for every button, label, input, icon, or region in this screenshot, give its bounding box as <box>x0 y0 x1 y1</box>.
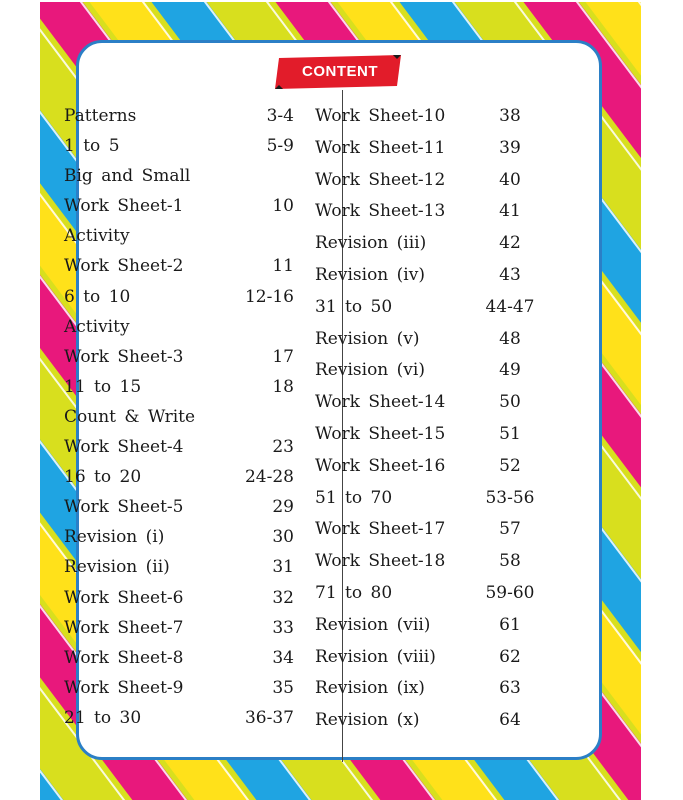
contents-row <box>64 132 294 162</box>
entry-page-number: 32 <box>272 587 294 608</box>
contents-row <box>64 584 294 614</box>
entry-page-number: 40 <box>499 169 521 190</box>
entry-title: Work Sheet-3 <box>64 346 184 367</box>
contents-row <box>315 484 540 516</box>
contents-row <box>64 644 294 674</box>
contents-row <box>315 293 540 325</box>
contents-row <box>315 134 540 166</box>
contents-row <box>315 579 540 611</box>
entry-title: 21 to 30 <box>64 707 142 728</box>
contents-row <box>315 515 540 547</box>
entry-page-number: 3-4 <box>266 106 294 126</box>
contents-row <box>64 704 294 734</box>
contents-row <box>64 403 294 433</box>
contents-row <box>64 674 294 704</box>
contents-row <box>315 166 540 198</box>
entry-title: Revision (v) <box>315 328 420 349</box>
entry-title: Revision (iv) <box>315 264 425 285</box>
entry-page-number: 43 <box>499 264 521 285</box>
entry-title: Revision (x) <box>315 710 420 731</box>
entry-page-number: 39 <box>499 137 521 158</box>
entry-page-number: 17 <box>272 346 294 367</box>
entry-title: Work Sheet-18 <box>315 551 446 572</box>
entry-title: Revision (iii) <box>315 233 427 254</box>
entry-title: Work Sheet-17 <box>315 519 446 540</box>
entry-title: Work Sheet-5 <box>64 497 184 518</box>
entry-page-number: 24-28 <box>244 467 294 488</box>
entry-title: Work Sheet-8 <box>64 647 184 668</box>
contents-row <box>64 283 294 313</box>
contents-row <box>315 643 540 675</box>
contents-row <box>64 373 294 403</box>
entry-title: Revision (vi) <box>315 360 425 381</box>
entry-page-number: 61 <box>499 614 521 635</box>
entry-page-number: 31 <box>272 557 294 578</box>
contents-left-column <box>64 102 294 734</box>
contents-row <box>315 197 540 229</box>
entry-title: Activity <box>64 226 130 247</box>
entry-title: Work Sheet-12 <box>315 169 446 190</box>
entry-page-number: 50 <box>499 392 521 413</box>
contents-row <box>64 162 294 192</box>
entry-title: Activity <box>64 316 130 337</box>
entry-page-number: 48 <box>499 328 521 349</box>
contents-row <box>64 102 294 132</box>
entry-title: Patterns <box>64 106 137 126</box>
contents-row <box>64 523 294 553</box>
entry-page-number: 5-9 <box>266 136 294 157</box>
entry-title: Work Sheet-10 <box>315 106 446 126</box>
contents-row <box>315 102 540 134</box>
entry-title: 71 to 80 <box>315 582 393 603</box>
entry-title: 31 to 50 <box>315 296 393 317</box>
entry-page-number: 53-56 <box>485 487 535 508</box>
entry-title: Work Sheet-7 <box>64 617 184 638</box>
entry-page-number: 49 <box>499 360 521 381</box>
entry-page-number: 30 <box>272 527 294 548</box>
contents-row <box>64 433 294 463</box>
contents-row <box>64 313 294 343</box>
entry-title: Work Sheet-14 <box>315 392 446 413</box>
contents-row <box>315 261 540 293</box>
entry-title: Revision (ix) <box>315 678 425 699</box>
entry-page-number: 36-37 <box>244 707 294 728</box>
contents-row <box>315 611 540 643</box>
entry-page-number: 52 <box>499 455 521 476</box>
contents-row <box>64 252 294 282</box>
entry-page-number: 59-60 <box>485 582 535 603</box>
entry-page-number: 12-16 <box>244 286 294 307</box>
contents-row <box>315 452 540 484</box>
entry-title: Revision (viii) <box>315 646 436 667</box>
entry-title: Big and Small <box>64 166 191 187</box>
entry-page-number: 51 <box>499 423 521 444</box>
entry-title: Revision (ii) <box>64 557 170 578</box>
entry-page-number: 33 <box>272 617 294 638</box>
contents-right-column <box>315 102 540 738</box>
contents-row <box>64 614 294 644</box>
entry-page-number: 11 <box>272 256 294 277</box>
entry-title: 11 to 15 <box>64 376 142 397</box>
entry-title: Count & Write <box>64 406 196 427</box>
entry-page-number: 10 <box>272 196 294 217</box>
contents-row <box>315 325 540 357</box>
contents-row <box>315 229 540 261</box>
entry-page-number: 23 <box>272 437 294 458</box>
entry-page-number: 35 <box>272 677 294 698</box>
entry-title: Work Sheet-16 <box>315 455 446 476</box>
entry-title: 16 to 20 <box>64 467 142 488</box>
contents-row <box>315 356 540 388</box>
entry-page-number: 42 <box>499 233 521 254</box>
entry-title: Work Sheet-9 <box>64 677 184 698</box>
title-banner <box>275 55 405 89</box>
entry-page-number: 64 <box>499 710 521 731</box>
entry-page-number: 44-47 <box>485 296 535 317</box>
entry-title: Work Sheet-11 <box>315 137 446 158</box>
contents-row <box>64 222 294 252</box>
entry-page-number: 34 <box>272 647 294 668</box>
entry-page-number: 38 <box>499 106 521 126</box>
entry-page-number: 18 <box>272 376 294 397</box>
entry-title: Work Sheet-15 <box>315 423 446 444</box>
contents-row <box>64 343 294 373</box>
entry-title: 6 to 10 <box>64 286 131 307</box>
contents-row <box>64 493 294 523</box>
contents-row <box>315 547 540 579</box>
entry-title: 51 to 70 <box>315 487 393 508</box>
entry-title: Work Sheet-13 <box>315 201 446 222</box>
contents-row <box>315 706 540 738</box>
contents-row <box>64 553 294 583</box>
entry-page-number: 58 <box>499 551 521 572</box>
contents-row <box>64 192 294 222</box>
entry-title: Work Sheet-6 <box>64 587 184 608</box>
entry-title: Revision (i) <box>64 527 165 548</box>
entry-title: Work Sheet-4 <box>64 437 184 458</box>
entry-title: Work Sheet-2 <box>64 256 184 277</box>
entry-title: 1 to 5 <box>64 136 120 157</box>
entry-page-number: 62 <box>499 646 521 667</box>
entry-page-number: 29 <box>272 497 294 518</box>
entry-page-number: 63 <box>499 678 521 699</box>
contents-row <box>315 388 540 420</box>
entry-page-number: 57 <box>499 519 521 540</box>
entry-title: Revision (vii) <box>315 614 431 635</box>
entry-title: Work Sheet-1 <box>64 196 184 217</box>
contents-row <box>315 674 540 706</box>
contents-row <box>315 420 540 452</box>
entry-page-number: 41 <box>499 201 521 222</box>
contents-row <box>64 463 294 493</box>
page-title: CONTENT <box>302 63 378 80</box>
